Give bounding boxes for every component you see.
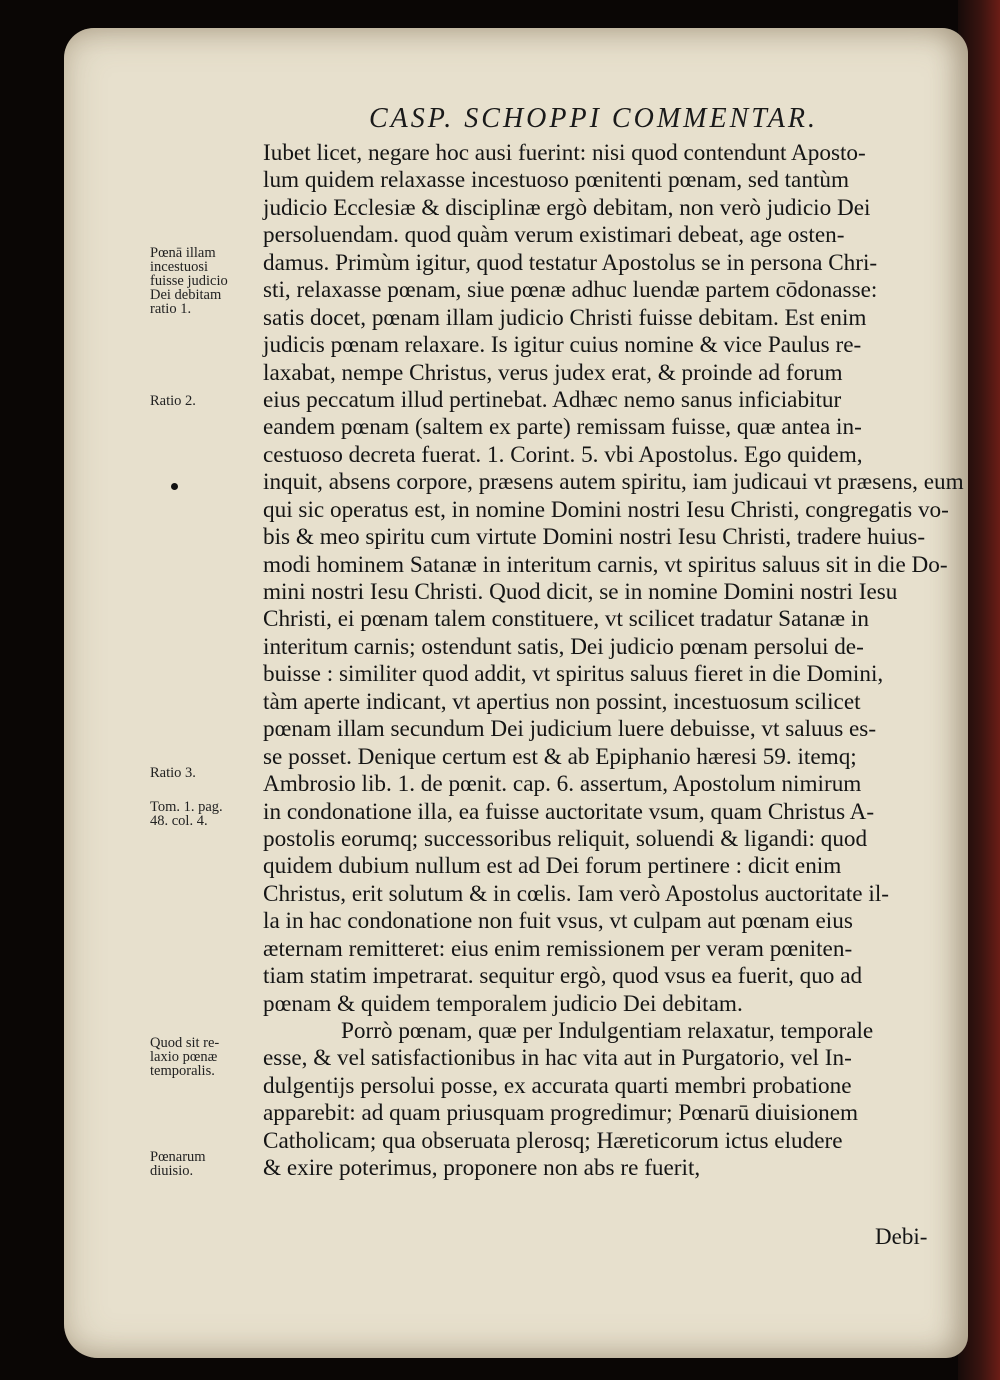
sidenote-ratio-3: Ratio 3. xyxy=(150,765,196,781)
text-line: Christi, ei pœnam talem constituere, vt scilicet tradatur Satanæ in xyxy=(263,606,869,633)
text-line: Porrò pœnam, quæ per Indulgentiam relaxatur, temporale xyxy=(341,1018,874,1044)
text-line: pœnam illam secundum Dei judicium luere debuisse, vt saluus es- xyxy=(263,716,877,743)
text-line: judicio Ecclesiæ & disciplinæ ergò debitam, non verò judicio Dei xyxy=(263,194,871,221)
text-line: satis docet, pœnam illam judicio Christi fuisse debitam. Est enim xyxy=(263,304,867,331)
text-line: tiam statim impetrarat. sequitur ergò, quod vsus ea fuerit, quo ad xyxy=(263,963,863,990)
text-line: pœnam & quidem temporalem judicio Dei debitam. xyxy=(263,990,743,1017)
sidenote-ratio-2: Ratio 2. xyxy=(150,393,196,409)
text-line: interitum carnis; ostendunt satis, Dei judicio pœnam persolui de- xyxy=(263,633,864,660)
text-line: Ambrosio lib. 1. de pœnit. cap. 6. assertum, Apostolum nimirum xyxy=(263,771,862,798)
main-text xyxy=(263,140,964,1183)
text-line: mini nostri Iesu Christi. Quod dicit, se in nomine Domini nostri Iesu xyxy=(263,579,898,605)
book-page xyxy=(64,28,968,1358)
text-line: bis & meo spiritu cum virtute Domini nostri Iesu Christi, tradere huius- xyxy=(263,524,926,551)
text-line: quidem dubium nullum est ad Dei forum pertinere : dicit enim xyxy=(263,853,842,880)
text-line: tàm aperte indicant, vt apertius non possint, incestuosum scilicet xyxy=(263,688,861,715)
sidenote-reference: Tom. 1. pag. 48. col. 4. xyxy=(150,799,223,829)
text-line: Catholicam; qua obseruata plerosq; Hæreticorum ictus eludere xyxy=(263,1127,843,1154)
text-line: eius peccatum illud pertinebat. Adhæc nemo sanus inficiabitur xyxy=(263,386,842,413)
sidenote-ratio-1: Pœnā illam incestuosi fuisse judicio Dei debitam ratio 1. xyxy=(150,245,228,317)
text-line: la in hac condonatione non fuit vsus, vt culpam aut pœnam eius xyxy=(263,908,853,935)
text-line: inquit, absens corpore, præsens autem spiritu, iam judicaui vt præsens, eum xyxy=(263,469,964,496)
text-line: sti, relaxasse pœnam, siue pœnæ adhuc luendæ partem cōdonasse: xyxy=(263,277,878,304)
text-line: apparebit: ad quam priusquam progredimur; Pœnarū diuisionem xyxy=(263,1100,859,1127)
text-line: se posset. Denique certum est & ab Epiphanio hæresi 59. itemq; xyxy=(263,743,857,770)
catchword: Debi- xyxy=(875,1224,928,1249)
text-line: postolis eorumq; successoribus reliquit, soluendi & ligandi: quod xyxy=(263,825,868,852)
sidenote-relaxio: Quod sit re- laxio pœnæ temporalis. xyxy=(150,1035,220,1079)
text-line: damus. Primùm igitur, quod testatur Apostolus se in persona Chri- xyxy=(263,249,878,276)
text-line: Christus, erit solutum & in cœlis. Iam verò Apostolus auctoritate il- xyxy=(263,880,889,907)
text-line: cestuoso decreta fuerat. 1. Corint. 5. vbi Apostolus. Ego quidem, xyxy=(263,441,863,468)
text-line: & exire poterimus, proponere non abs re fuerit, xyxy=(263,1155,701,1182)
text-line: in condonatione illa, ea fuisse auctoritate vsum, quam Christus A- xyxy=(263,798,875,825)
text-line: laxabat, nempe Christus, verus judex erat, & proinde ad forum xyxy=(263,359,843,386)
text-line: judicis pœnam relaxare. Is igitur cuius nomine & vice Paulus re- xyxy=(263,332,862,359)
text-line: Iubet licet, negare hoc ausi fuerint: nisi quod contendunt Aposto- xyxy=(263,140,866,166)
text-line: buisse : similiter quod addit, vt spiritus saluus fieret in die Domini, xyxy=(263,661,884,688)
ink-dot xyxy=(171,483,178,490)
text-line: persoluendam. quod quàm verum existimari debeat, age osten- xyxy=(263,222,845,249)
text-line: esse, & vel satisfactionibus in hac vita aut in Purgatorio, vel In- xyxy=(263,1045,852,1072)
sidenote-diuisio: Pœnarum diuisio. xyxy=(150,1149,206,1179)
text-line: æternam remitteret: eius enim remissionem per veram pœniten- xyxy=(263,935,853,962)
running-head: CASP. SCHOPPI COMMENTAR. xyxy=(369,103,818,134)
text-line: dulgentijs persolui posse, ex accurata quarti membri probatione xyxy=(263,1072,852,1099)
text-line: lum quidem relaxasse incestuoso pœnitenti pœnam, sed tantùm xyxy=(263,167,850,194)
text-line: modi hominem Satanæ in interitum carnis, vt spiritus saluus sit in die Do- xyxy=(263,551,948,578)
text-line: eandem pœnam (saltem ex parte) remissam fuisse, quæ antea in- xyxy=(263,414,862,441)
text-line: qui sic operatus est, in nomine Domini nostri Iesu Christi, congregatis vo- xyxy=(263,496,949,523)
